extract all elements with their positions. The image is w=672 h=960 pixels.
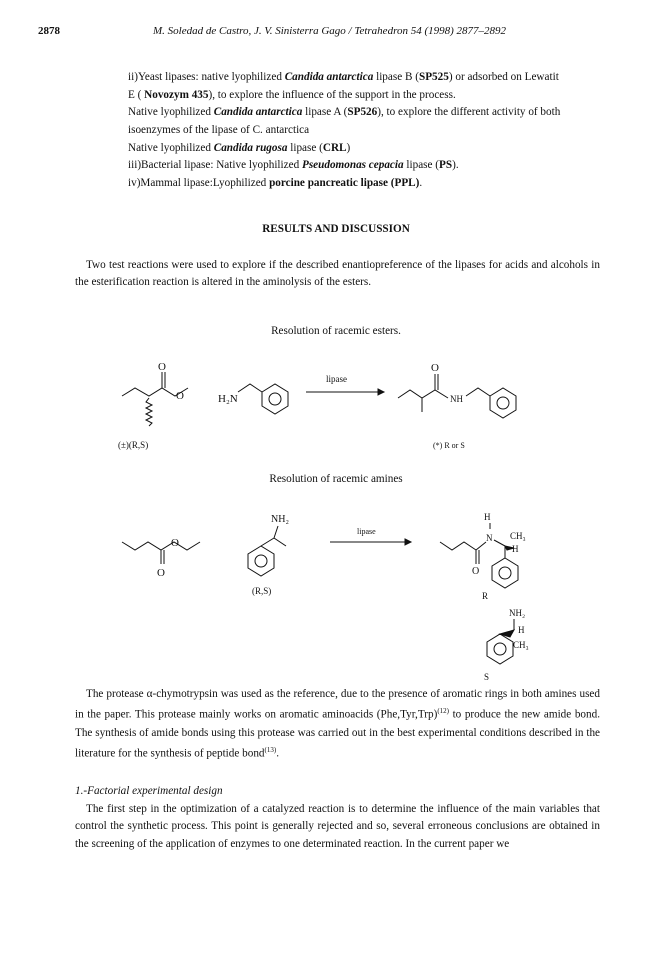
protease-paragraph: The protease α-chymotrypsin was used as the reference, due to the presence of aromatic rings in both amines used in the paper. This protease mainly works on aromatic aminoacids $(Phe,Tyr,Trp)^{(12)}$ to produce the new amide bond. The synthesis of amide bonds using this protease was carried out in the best experimental conditions described in the literature for the synthesis of peptide bond$^{(13)}$.	[75, 688, 600, 760]
atom-label: H	[518, 625, 525, 635]
amide-product-structure	[398, 362, 516, 418]
atom-label: O	[157, 567, 165, 579]
lipase-list-line: iv)Mammal lipase:Lyophilized porcine pancreatic lipase (PPL).	[128, 177, 423, 189]
arrow-label: lipase	[326, 374, 347, 384]
atom-label: NH	[450, 394, 463, 404]
atom-label: H	[512, 544, 519, 554]
product-r-label: R	[482, 591, 489, 601]
scheme1-title: Resolution of racemic esters.	[271, 325, 401, 337]
lipase-list-line: isoenzymes of the lipase of C. antarctica	[128, 124, 310, 136]
ester-label: (±)(R,S)	[118, 440, 149, 450]
s-amine-structure	[487, 608, 529, 664]
atom-label: N	[486, 533, 493, 543]
factorial-paragraph: The first step in the optimization of a catalyzed reaction is to determine the influence of the main variables that control the synthetic process. This point is generally rejected and so, several erroneous conclusions are obtained in the screening of the application of enzymes to one determinated reaction. In the current paper we	[75, 803, 600, 850]
racemic-amine-structure	[248, 514, 289, 576]
atom-label: CH₃	[513, 640, 529, 650]
lipase-list-line: E ( Novozym 435), to explore the influence of the support in the process.	[128, 89, 456, 101]
lipase-list-line: ii)Yeast lipases: native lyophilized Candida antarctica lipase B (SP525) or adsorbed on Lewatit	[128, 71, 559, 83]
scheme2-diagram	[0, 506, 672, 686]
product-s-label: S	[484, 672, 490, 682]
scheme2-title: Resolution of racemic amines	[269, 473, 403, 485]
product-label: (*) R or S	[433, 441, 465, 450]
atom-label: CH₃	[510, 531, 526, 541]
atom-label: O	[472, 566, 480, 577]
section-heading: RESULTS AND DISCUSSION	[262, 223, 410, 235]
racemic-ester-structure	[122, 361, 188, 426]
atom-label: O	[176, 390, 184, 402]
atom-label: O	[158, 361, 166, 373]
amine-label: H₂N	[218, 393, 238, 405]
subsection-heading: 1.-Factorial experimental design	[75, 785, 223, 797]
lipase-list-line: Native lyophilized Candida rugosa lipase (CRL)	[128, 142, 351, 154]
atom-label: NH₂	[271, 514, 289, 525]
scheme1-diagram	[0, 340, 672, 470]
citation: (13)	[264, 745, 277, 754]
lipase-list-line: Native lyophilized Candida antarctica lipase A (SP526), to explore the different activity of both	[128, 106, 561, 118]
running-title: M. Soledad de Castro, J. V. Sinisterra Gago / Tetrahedron 54 (1998) 2877–2892	[153, 25, 507, 37]
citation: (12)	[437, 707, 449, 716]
atom-label: O	[431, 362, 439, 374]
atom-label: O	[171, 537, 179, 549]
benzylamine-structure	[218, 384, 288, 414]
intro-paragraph: Two test reactions were used to explore if the described enantiopreference of the lipases for acids and alcohols in the esterification reaction is altered in the aminolysis of the esters.	[75, 259, 600, 289]
amine-label: (R,S)	[252, 586, 272, 596]
atom-label: NH₂	[509, 608, 526, 618]
page-number: 2878	[38, 25, 60, 37]
arrow-label: lipase	[357, 527, 376, 536]
lipase-list-line: iii)Bacterial lipase: Native lyophilized Pseudomonas cepacia lipase (PS).	[128, 159, 459, 171]
atom-label: H	[484, 512, 491, 522]
r-amide-product-structure	[440, 512, 526, 588]
ester-structure	[122, 537, 200, 579]
